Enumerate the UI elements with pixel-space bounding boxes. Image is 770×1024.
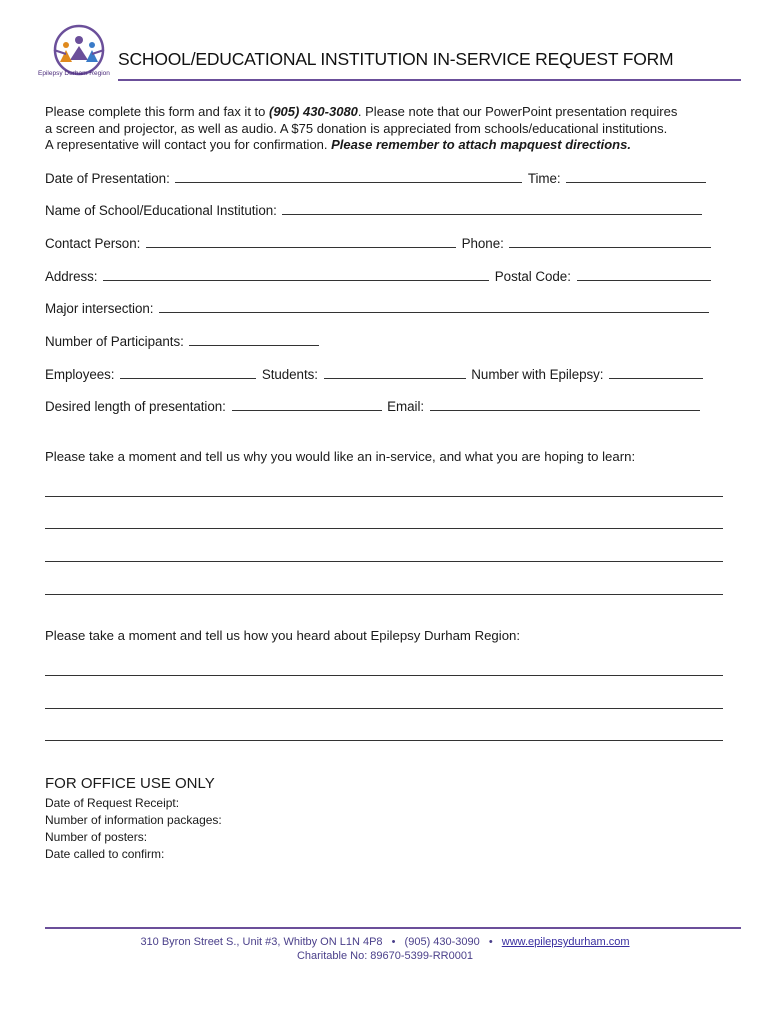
intersection-field[interactable] (159, 300, 709, 313)
contact-label: Contact Person: (45, 236, 141, 251)
postal-label: Postal Code: (494, 269, 571, 284)
why-answer-line-1[interactable] (45, 496, 723, 497)
school-field[interactable] (282, 202, 702, 215)
logo-text: Epilepsy Durham Region (38, 70, 110, 77)
date-label: Date of Presentation: (45, 171, 170, 186)
epilepsy-label: Number with Epilepsy: (471, 367, 604, 382)
office-receipt-label: Date of Request Receipt: (45, 796, 180, 810)
time-field[interactable] (566, 170, 706, 183)
footer-bullet-2: • (488, 936, 493, 948)
intro-line2: a screen and projector, as well as audio. A $75 donation is appreciated from schools/educational institutions. (45, 120, 668, 136)
fax-number: (905) 430-3080 (269, 104, 358, 119)
students-field[interactable] (324, 366, 466, 379)
participants-field[interactable] (189, 333, 319, 346)
intro-line1-a: Please complete this form and fax it to (45, 104, 269, 119)
length-field[interactable] (232, 398, 382, 411)
mapquest-note: Please remember to attach mapquest directions. (331, 137, 631, 152)
contact-phone-row (45, 235, 713, 251)
address-postal-row (45, 268, 713, 284)
email-label: Email: (387, 399, 425, 414)
length-email-row (45, 398, 702, 414)
address-label: Address: (45, 269, 98, 284)
footer (45, 935, 725, 963)
why-answer-line-3[interactable] (45, 561, 723, 562)
office-packages-label: Number of information packages: (45, 813, 222, 827)
intersection-row (45, 300, 711, 316)
why-answer-line-4[interactable] (45, 594, 723, 595)
footer-divider (45, 927, 741, 929)
office-called-label: Date called to confirm: (45, 847, 165, 861)
address-field[interactable] (103, 268, 489, 281)
epilepsy-field[interactable] (609, 366, 703, 379)
employees-label: Employees: (45, 367, 115, 382)
email-field[interactable] (430, 398, 700, 411)
heard-question: Please take a moment and tell us how you heard about Epilepsy Durham Region: (45, 628, 521, 643)
heard-answer-line-2[interactable] (45, 708, 723, 709)
date-field[interactable] (175, 170, 522, 183)
employees-field[interactable] (120, 366, 256, 379)
employees-students-row (45, 366, 705, 382)
intro-line3-a: A representative will contact you for confirmation. (45, 137, 332, 152)
footer-website-link[interactable]: www.epilepsydurham.com (501, 936, 630, 948)
length-label: Desired length of presentation: (45, 399, 226, 414)
school-row (45, 202, 704, 218)
intro-line1-b: . Please note that our PowerPoint presentation requires (357, 104, 678, 119)
contact-field[interactable] (146, 235, 456, 248)
footer-bullet-1: • (391, 936, 396, 948)
phone-label: Phone: (461, 236, 504, 251)
time-label: Time: (527, 171, 561, 186)
why-question: Please take a moment and tell us why you would like an in-service, and what you are hoping to learn: (45, 449, 636, 464)
participants-label: Number of Participants: (45, 334, 184, 349)
office-use-title: FOR OFFICE USE ONLY (45, 775, 215, 792)
students-label: Students: (261, 367, 318, 382)
postal-field[interactable] (577, 268, 711, 281)
intersection-label: Major intersection: (45, 301, 154, 316)
intro-text (45, 104, 735, 154)
phone-field[interactable] (509, 235, 711, 248)
footer-charitable: Charitable No: 89670-5399-RR0001 (296, 950, 474, 962)
school-label: Name of School/Educational Institution: (45, 203, 277, 218)
footer-address: 310 Byron Street S., Unit #3, Whitby ON L1N 4P8 (140, 936, 383, 948)
office-posters-label: Number of posters: (45, 830, 148, 844)
date-time-row (45, 170, 708, 186)
heard-answer-line-3[interactable] (45, 740, 723, 741)
heard-answer-line-1[interactable] (45, 675, 723, 676)
form-title: SCHOOL/EDUCATIONAL INSTITUTION IN-SERVICE REQUEST FORM (118, 49, 674, 69)
why-answer-line-2[interactable] (45, 528, 723, 529)
title-divider (118, 79, 741, 81)
participants-row (45, 333, 321, 349)
footer-phone: (905) 430-3090 (404, 936, 480, 948)
